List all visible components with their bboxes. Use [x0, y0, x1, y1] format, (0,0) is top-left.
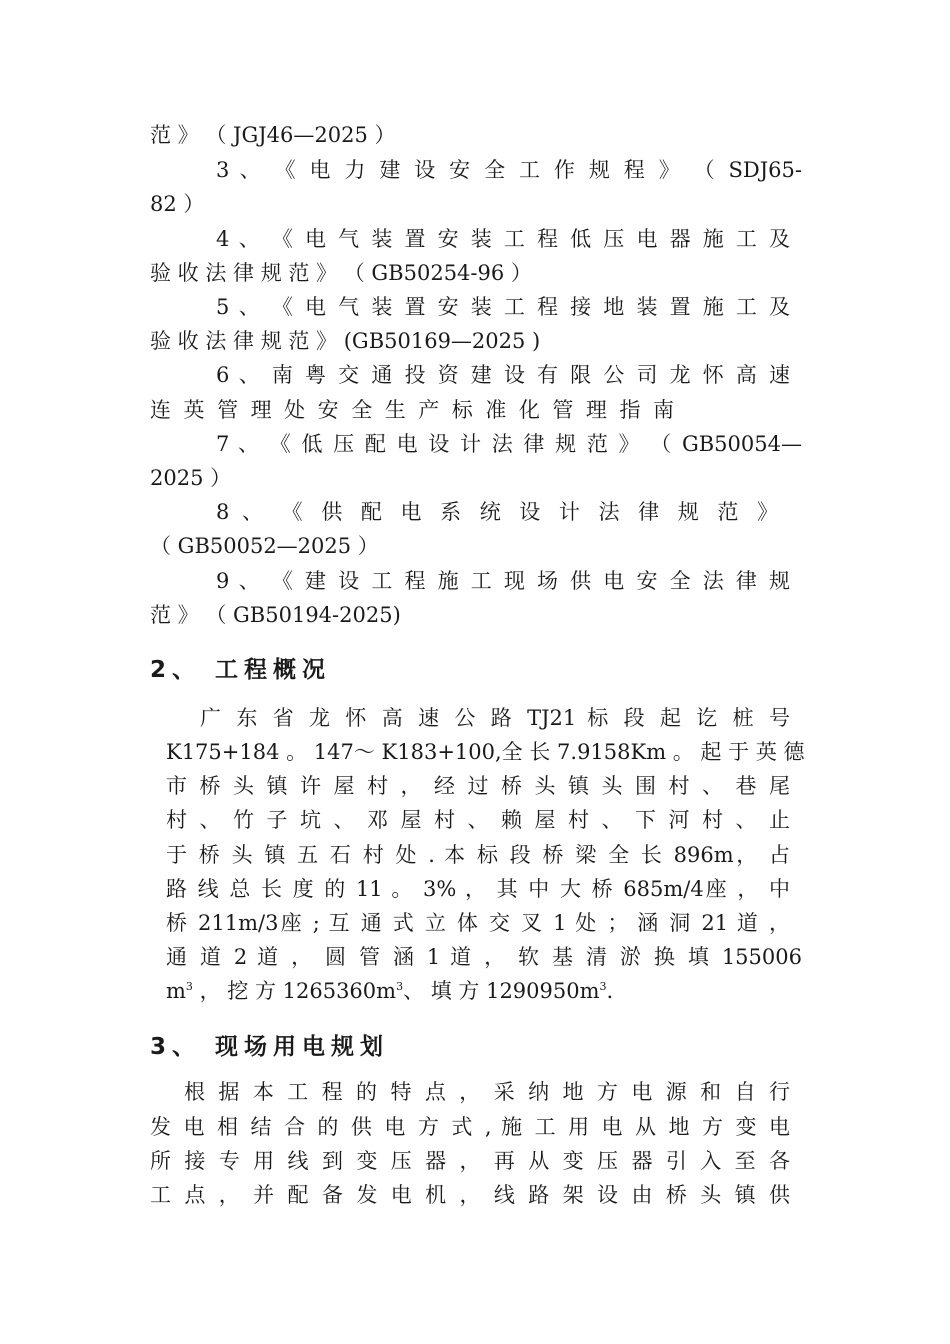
reference-item-9-line-1: 9 、 《 建 设 工 程 施 工 现 场 供 电 安 全 法 律 规	[216, 569, 790, 593]
reference-item-3-line-1: 3 、 《 电 力 建 设 安 全 工 作 规 程 》 （ SDJ65-	[216, 158, 802, 182]
reference-item-6-line-2: 连 英 管 理 处 安 全 生 产 标 准 化 管 理 指 南	[150, 398, 674, 422]
reference-item-5-line-2: 验 收 法 律 规 范 》 (GB50169—2025 )	[150, 329, 541, 353]
superscript: 3	[599, 980, 607, 993]
section-3-line-4: 工 点 ， 并 配 备 发 电 机 ， 线 路 架 设 由 桥 头 镇 供	[150, 1183, 790, 1207]
section-3-line-1: 根 据 本 工 程 的 特 点 ， 采 纳 地 方 电 源 和 自 行	[184, 1080, 790, 1104]
section-3-heading: 3、 现场用电规划	[150, 1034, 390, 1060]
section-2-line-6: 路 线 总 长 度 的 11 。 3% ， 其 中 大 桥 685m/4座 ， 中	[166, 877, 790, 901]
section-2-line-4: 村 、 竹 子 坑 、 邓 屋 村 、 赖 屋 村 、 下 河 村 、 止	[166, 808, 790, 832]
superscript: 3	[185, 980, 193, 993]
period-text: .	[606, 979, 614, 1003]
reference-item-7-line-1: 7 、 《 低 压 配 电 设 计 法 律 规 范 》 （ GB50054—	[216, 432, 802, 456]
reference-item-3-line-2: 82 ）	[150, 192, 205, 216]
reference-item-8-line-2: （ GB50052—2025 ）	[150, 534, 379, 558]
reference-item-5-line-1: 5 、 《 电 气 装 置 安 装 工 程 接 地 装 置 施 工 及	[216, 295, 790, 319]
section-2-line-8: 通 道 2 道 ， 圆 管 涵 1 道 ， 软 基 清 淤 换 填 155006	[166, 945, 802, 969]
section-2-line-7: 桥 211m/3座 ; 互 通 式 立 体 交 叉 1 处 ； 涵 洞 21 道 ，	[166, 911, 790, 935]
excavation-text: ， 挖 方 1265360m	[192, 979, 397, 1003]
reference-item-6-line-1: 6 、 南 粤 交 通 投 资 建 设 有 限 公 司 龙 怀 高 速	[216, 363, 790, 387]
section-2-line-9	[166, 977, 766, 1005]
section-2-line-3: 市 桥 头 镇 许 屋 村 ， 经 过 桥 头 镇 头 围 村 、 巷 尾	[166, 774, 790, 798]
fill-text: 、 填 方 1290950m	[403, 979, 600, 1003]
reference-item-8-line-1: 8 、 《 供 配 电 系 统 设 计 法 律 规 范 》	[216, 500, 778, 524]
reference-item-4-line-2: 验 收 法 律 规 范 》 （ GB50254-96 ）	[150, 261, 532, 285]
section-2-line-2: K175+184 。 147～ K183+100,全 长 7.9158Km 。 起 于 英 德	[166, 740, 805, 764]
section-3-line-2: 发 电 相 结 合 的 供 电 方 式 , 施 工 用 电 从 地 方 变 电	[150, 1115, 790, 1139]
unit-text: m	[166, 979, 186, 1003]
section-3-line-3: 所 接 专 用 线 到 变 压 器 ， 再 从 变 压 器 引 入 至 各	[150, 1149, 790, 1173]
reference-item-9-line-2: 范 》 （ GB50194-2025)	[150, 603, 401, 627]
section-2-heading: 2、 工程概况	[150, 657, 332, 683]
section-2-line-1: 广 东 省 龙 怀 高 速 公 路 TJ21 标 段 起 讫 桩 号	[200, 706, 790, 730]
reference-item-2-tail: 范 》 （ JGJ46—2025 ）	[150, 123, 396, 147]
superscript: 3	[396, 980, 404, 993]
reference-item-7-line-2: 2025 ）	[150, 466, 232, 490]
reference-item-4-line-1: 4 、 《 电 气 装 置 安 装 工 程 低 压 电 器 施 工 及	[216, 227, 790, 251]
section-2-line-5: 于 桥 头 镇 五 石 村 处 . 本 标 段 桥 梁 全 长 896m， 占	[166, 843, 790, 867]
